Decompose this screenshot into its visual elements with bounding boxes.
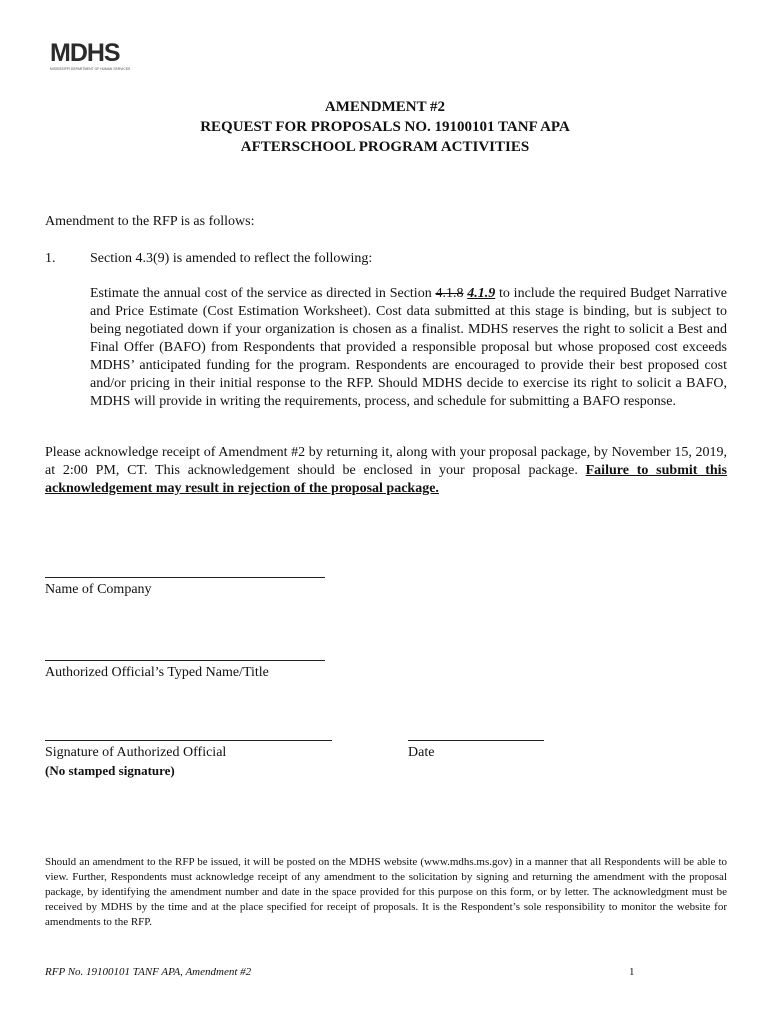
- acknowledgement-warning: Failure to submit this acknowledgement may result in rejection of the proposal package.: [45, 463, 727, 496]
- title-line-1: AMENDMENT #2: [324, 99, 446, 115]
- document-title: [0, 97, 770, 157]
- amendment-notice: Should an amendment to the RFP be issued, it will be posted on the MDHS website (www.mdhs.ms.gov) in a manner that all Respondents will be able to view. Further, Respondents must acknowledge receipt of any amendment to the solicitation by signing and returning the amendment with the proposal package, by identifying the amendment number and date in the space provided for this purpose on this form, or by letter. The acknowledgment must be received by MDHS by the time and at the place specified for receipt of proposals. It is the Respondent’s sole responsibility to monitor the website for amendments to the RFP.: [45, 856, 727, 928]
- amendment-paragraph: [90, 285, 727, 411]
- intro-text: Amendment to the RFP is as follows:: [45, 214, 255, 229]
- company-label: Name of Company: [45, 582, 152, 597]
- page-number: 1: [629, 966, 635, 978]
- logo-tagline: MISSISSIPPI DEPARTMENT OF HUMAN SERVICES: [50, 67, 131, 71]
- struck-section: 4.1.8: [435, 286, 464, 301]
- amendment-before: Estimate the annual cost of the service as directed in Section: [90, 286, 436, 301]
- new-section: 4.1.9: [467, 286, 496, 301]
- official-name-line[interactable]: [45, 660, 325, 661]
- date-label: Date: [408, 745, 435, 760]
- acknowledgement-text: Please acknowledge receipt of Amendment #2 by returning it, along with your proposal package, by November 15, 2019, at 2:00 PM, CT. This acknowledgement should be enclosed in your proposal package.: [45, 445, 727, 478]
- amendment-after: to include the required Budget Narrative and Price Estimate (Cost Estimation Worksheet). Cost data submitted at this stage is binding, but is subject to being negotiated down if your organization is chosen as a finalist. MDHS reserves the right to solicit a Best and Final Offer (BAFO) from Respondents that provided a responsible proposal but whose proposed cost exceeds MDHS’ anticipated funding for the program. Respondents are encouraged to provide their best proposed cost and/or pricing in their initial response to the RFP. Should MDHS decide to exercise its right to solicit a BAFO, MDHS will provide in writing the requirements, process, and schedule for submitting a BAFO response.: [90, 286, 728, 409]
- title-line-2: REQUEST FOR PROPOSALS NO. 19100101 TANF APA: [200, 119, 570, 135]
- signature-label: Signature of Authorized Official: [45, 745, 227, 760]
- footer-reference: RFP No. 19100101 TANF APA, Amendment #2: [45, 966, 252, 978]
- date-line[interactable]: [408, 740, 544, 741]
- title-line-3: AFTERSCHOOL PROGRAM ACTIVITIES: [240, 139, 530, 155]
- logo-wordmark: MDHS: [50, 39, 120, 67]
- item-text: Section 4.3(9) is amended to reflect the following:: [90, 251, 373, 266]
- item-number: 1.: [45, 251, 56, 266]
- mdhs-logo: [50, 40, 134, 74]
- official-label: Authorized Official’s Typed Name/Title: [45, 665, 269, 680]
- signature-line[interactable]: [45, 740, 332, 741]
- stamp-note: (No stamped signature): [45, 763, 175, 778]
- acknowledgement-paragraph: [45, 444, 727, 498]
- company-signature-line[interactable]: [45, 577, 325, 578]
